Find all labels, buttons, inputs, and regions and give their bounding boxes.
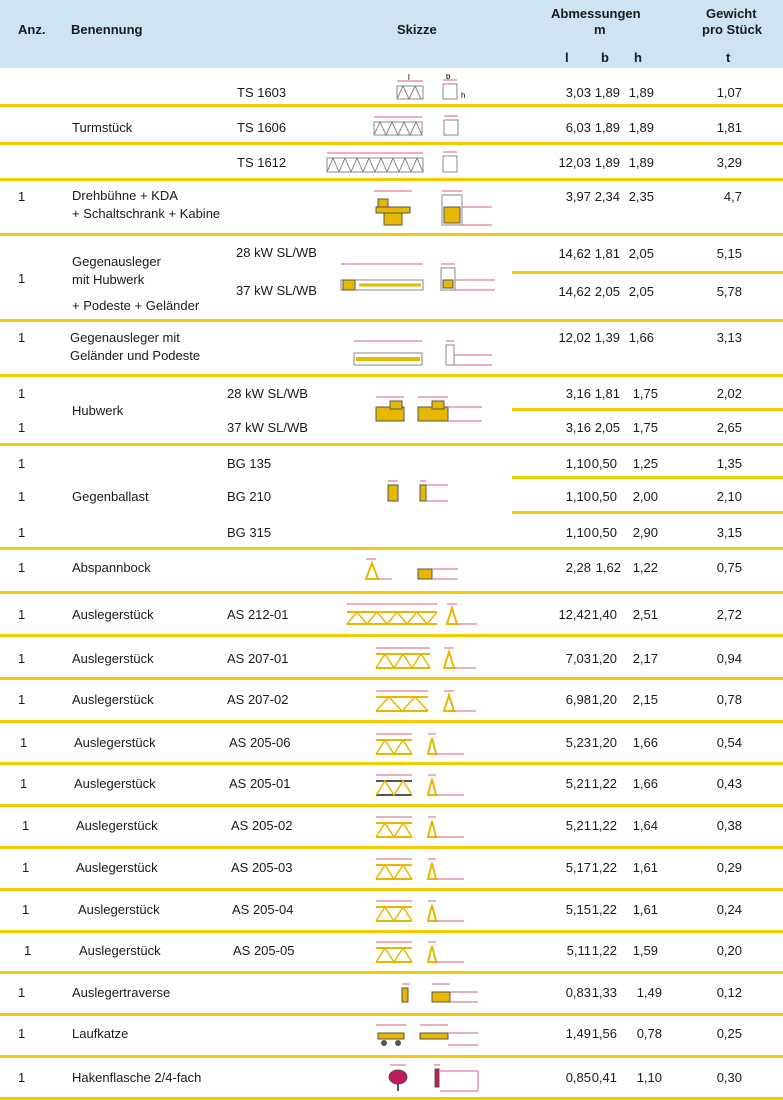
cell-l: 0,83 xyxy=(565,985,591,1000)
cell-h: 1,66 xyxy=(628,330,654,345)
row-divider xyxy=(0,142,783,145)
cell-l: 5,15 xyxy=(565,902,591,917)
cell-l: 1,10 xyxy=(565,489,591,504)
cell-b: 1,22 xyxy=(591,943,617,958)
counterweight-sketch xyxy=(384,473,464,505)
hook-block-sketch xyxy=(384,1059,494,1095)
row-anz-2: 1 xyxy=(18,489,26,504)
cell-b: 1,39 xyxy=(594,330,620,345)
sketch-label-l: l xyxy=(408,74,410,82)
row-name: Auslegerstück xyxy=(72,607,154,622)
cell-l: 5,17 xyxy=(565,860,591,875)
cell-t: 0,29 xyxy=(716,860,742,875)
cell-t: 1,07 xyxy=(716,85,742,100)
row-anz: 1 xyxy=(22,818,30,833)
cell-h: 2,51 xyxy=(632,607,658,622)
row-type: 28 kW SL/WB xyxy=(236,245,317,260)
cell-b: 0,50 xyxy=(591,456,617,471)
cell-t: 0,25 xyxy=(716,1026,742,1041)
row-name: Auslegerstück xyxy=(76,860,158,875)
cell-t: 3,15 xyxy=(716,525,742,540)
jib-section-sketch xyxy=(343,596,488,630)
row-divider xyxy=(0,104,783,107)
cell-h: 0,78 xyxy=(636,1026,662,1041)
row-divider xyxy=(0,930,783,933)
jib-section-sketch xyxy=(372,767,477,801)
row-anz: 1 xyxy=(18,1070,26,1085)
cell-t: 0,38 xyxy=(716,818,742,833)
row-type: AS 205-04 xyxy=(232,902,294,917)
tower-section-sketch xyxy=(395,74,475,102)
row-type: AS 207-02 xyxy=(227,692,289,707)
jib-section-sketch xyxy=(372,851,477,885)
row-divider xyxy=(0,677,783,680)
row-divider xyxy=(0,762,783,765)
sketch-label-b: b xyxy=(446,74,451,81)
cell-t: 1,81 xyxy=(716,120,742,135)
cell-b: 1,89 xyxy=(594,120,620,135)
row-type: 28 kW SL/WB xyxy=(227,386,308,401)
cell-t: 0,24 xyxy=(716,902,742,917)
cell-h: 1,75 xyxy=(632,386,658,401)
cell-b: 1,22 xyxy=(591,860,617,875)
row-anz: 1 xyxy=(18,651,26,666)
cell-l: 5,11 xyxy=(566,943,591,958)
cell-h: 1,59 xyxy=(632,943,658,958)
cell-b: 1,22 xyxy=(591,818,617,833)
row-divider xyxy=(0,319,783,322)
tower-section-sketch xyxy=(325,146,475,176)
cell-l: 3,16 xyxy=(565,386,591,401)
row-type: AS 205-03 xyxy=(231,860,293,875)
cell-h: 2,05 xyxy=(628,246,654,261)
cell-b: 1,20 xyxy=(591,735,617,750)
cell-b: 1,89 xyxy=(594,85,620,100)
cell-b: 1,62 xyxy=(595,560,621,575)
row-name-line3: + Podeste + Geländer xyxy=(72,298,200,313)
row-divider-partial xyxy=(512,408,783,411)
row-divider xyxy=(0,233,783,236)
row-name: Gegenballast xyxy=(72,489,149,504)
cell-t: 0,54 xyxy=(716,735,742,750)
cell-b: 1,22 xyxy=(591,902,617,917)
row-type: AS 205-06 xyxy=(229,735,291,750)
header-gewicht-unit: pro Stück xyxy=(702,22,762,37)
cell-l: 12,02 xyxy=(558,330,591,345)
row-divider xyxy=(0,634,783,637)
row-name: Auslegerstück xyxy=(78,902,160,917)
row-name: Abspannbock xyxy=(72,560,151,575)
cell-b: 2,34 xyxy=(594,189,620,204)
row-name: Gegenausleger xyxy=(72,254,161,269)
cell-b: 1,20 xyxy=(591,692,617,707)
cell-l: 3,16 xyxy=(565,420,591,435)
row-divider xyxy=(0,443,783,446)
header-anz: Anz. xyxy=(18,22,46,37)
cell-h: 1,66 xyxy=(632,776,658,791)
row-name: Hakenflasche 2/4-fach xyxy=(72,1070,202,1085)
cell-l: 0,85 xyxy=(565,1070,591,1085)
header-col-t: t xyxy=(726,50,731,65)
jib-section-sketch xyxy=(372,726,477,760)
row-divider xyxy=(0,1013,783,1016)
row-type: BG 135 xyxy=(227,456,272,471)
row-divider xyxy=(0,374,783,377)
cell-b: 0,50 xyxy=(591,525,617,540)
cell-l: 3,97 xyxy=(565,189,591,204)
jib-section-sketch xyxy=(372,640,482,674)
header-abmessungen: Abmessungen xyxy=(551,6,641,21)
row-type: AS 205-05 xyxy=(233,943,295,958)
slewing-platform-sketch xyxy=(370,185,500,230)
cell-t: 2,72 xyxy=(716,607,742,622)
cell-l: 7,03 xyxy=(565,651,591,666)
jib-cross-beam-sketch xyxy=(398,976,488,1010)
row-name: Auslegerstück xyxy=(76,818,158,833)
row-anz: 1 xyxy=(24,943,32,958)
cell-l: 6,98 xyxy=(565,692,591,707)
header-skizze: Skizze xyxy=(397,22,437,37)
header-benennung: Benennung xyxy=(71,22,143,37)
row-type: AS 205-02 xyxy=(231,818,293,833)
cell-t: 0,75 xyxy=(716,560,742,575)
cell-l: 1,10 xyxy=(565,456,591,471)
cell-l: 2,28 xyxy=(565,560,591,575)
trolley-sketch xyxy=(372,1017,487,1051)
cell-t: 0,12 xyxy=(716,985,742,1000)
cell-l: 12,42 xyxy=(558,607,591,622)
row-anz: 1 xyxy=(18,386,26,401)
cell-b: 1,81 xyxy=(594,386,620,401)
cell-h: 2,05 xyxy=(628,284,654,299)
row-name: Auslegerstück xyxy=(72,651,154,666)
row-name: Gegenausleger mit xyxy=(70,330,180,345)
row-name: Auslegerstück xyxy=(72,692,154,707)
cell-h: 1,64 xyxy=(632,818,658,833)
row-anz: 1 xyxy=(18,456,26,471)
cell-t: 4,7 xyxy=(723,189,742,204)
cell-h: 1,89 xyxy=(628,85,654,100)
cell-b: 2,05 xyxy=(594,420,620,435)
row-name: Auslegerstück xyxy=(74,735,156,750)
row-anz: 1 xyxy=(18,189,26,204)
cell-t: 2,65 xyxy=(716,420,742,435)
cell-t: 0,78 xyxy=(716,692,742,707)
row-anz: 1 xyxy=(18,985,26,1000)
header-col-h: h xyxy=(634,50,642,65)
cell-b: 1,56 xyxy=(591,1026,617,1041)
header-gewicht: Gewicht xyxy=(706,6,757,21)
cell-h: 1,75 xyxy=(632,420,658,435)
cell-b: 1,33 xyxy=(591,985,617,1000)
cell-h: 1,10 xyxy=(636,1070,662,1085)
row-name: Auslegertraverse xyxy=(72,985,171,1000)
row-type: TS 1612 xyxy=(237,155,287,170)
cell-b: 0,50 xyxy=(591,489,617,504)
sketch-label-h: h xyxy=(461,91,466,100)
cell-t: 5,78 xyxy=(716,284,742,299)
row-name: Auslegerstück xyxy=(79,943,161,958)
row-type: TS 1603 xyxy=(237,85,287,100)
header-col-l: l xyxy=(565,50,569,65)
cell-h: 1,22 xyxy=(632,560,658,575)
row-divider xyxy=(0,547,783,550)
cell-b: 1,40 xyxy=(591,607,617,622)
row-type-2: 37 kW SL/WB xyxy=(227,420,308,435)
row-type-2: 37 kW SL/WB xyxy=(236,283,317,298)
cell-b: 1,81 xyxy=(594,246,620,261)
cell-h: 1,61 xyxy=(632,860,658,875)
row-name: Laufkatze xyxy=(72,1026,129,1041)
row-anz: 1 xyxy=(18,692,26,707)
row-divider xyxy=(0,591,783,594)
cell-h: 2,00 xyxy=(632,489,658,504)
row-anz: 1 xyxy=(20,735,28,750)
row-divider-partial xyxy=(512,511,783,514)
row-anz: 1 xyxy=(18,1026,26,1041)
cell-l: 12,03 xyxy=(558,155,591,170)
row-divider xyxy=(0,888,783,891)
cell-t: 2,02 xyxy=(716,386,742,401)
jib-section-sketch xyxy=(372,809,477,843)
cell-b: 1,89 xyxy=(594,155,620,170)
cell-l: 1,10 xyxy=(565,525,591,540)
header-abmessungen-unit: m xyxy=(594,22,606,37)
cell-t: 0,30 xyxy=(716,1070,742,1085)
cell-h: 1,66 xyxy=(632,735,658,750)
jib-section-sketch xyxy=(372,893,477,927)
cell-t: 0,94 xyxy=(716,651,742,666)
row-name: Hubwerk xyxy=(72,403,124,418)
cell-h: 2,17 xyxy=(632,651,658,666)
cell-h: 2,90 xyxy=(632,525,658,540)
row-name-line2: + Schaltschrank + Kabine xyxy=(72,206,221,221)
cell-t: 0,20 xyxy=(716,943,742,958)
row-type-2: BG 210 xyxy=(227,489,272,504)
row-name: Turmstück xyxy=(72,120,133,135)
row-divider-partial xyxy=(512,271,783,274)
cell-t: 1,35 xyxy=(716,456,742,471)
row-type: TS 1606 xyxy=(237,120,287,135)
cell-t: 3,13 xyxy=(716,330,742,345)
row-anz-2: 1 xyxy=(18,420,26,435)
cell-l: 3,03 xyxy=(565,85,591,100)
jib-section-sketch xyxy=(372,683,482,717)
cell-l: 14,62 xyxy=(558,246,591,261)
row-name-line2: Geländer und Podeste xyxy=(70,348,201,363)
row-type: AS 207-01 xyxy=(227,651,289,666)
row-type-3: BG 315 xyxy=(227,525,272,540)
cell-l: 6,03 xyxy=(565,120,591,135)
row-divider-partial xyxy=(512,476,783,479)
cell-l: 5,23 xyxy=(565,735,591,750)
cell-t: 2,10 xyxy=(716,489,742,504)
row-anz: 1 xyxy=(18,271,26,286)
counter-jib-sketch xyxy=(350,333,500,373)
row-anz: 1 xyxy=(18,607,26,622)
jib-section-sketch xyxy=(372,934,477,968)
cell-t: 5,15 xyxy=(716,246,742,261)
cell-h: 1,49 xyxy=(636,985,662,1000)
cell-t: 0,43 xyxy=(716,776,742,791)
counter-jib-sketch xyxy=(337,256,507,296)
hoist-winch-sketch xyxy=(372,391,492,427)
cell-l: 14,62 xyxy=(558,284,591,299)
row-anz: 1 xyxy=(22,902,30,917)
row-anz-3: 1 xyxy=(18,525,26,540)
row-divider xyxy=(0,846,783,849)
cell-h: 2,15 xyxy=(632,692,658,707)
cell-l: 5,21 xyxy=(565,818,591,833)
cell-b: 1,22 xyxy=(591,776,617,791)
cell-b: 0,41 xyxy=(591,1070,617,1085)
cell-l: 5,21 xyxy=(565,776,591,791)
row-anz: 1 xyxy=(18,330,26,345)
cell-h: 1,61 xyxy=(632,902,658,917)
row-anz: 1 xyxy=(18,560,26,575)
cell-l: 1,49 xyxy=(565,1026,591,1041)
row-name: Drehbühne + KDA xyxy=(72,188,178,203)
row-divider xyxy=(0,971,783,974)
header-col-b: b xyxy=(601,50,609,65)
cell-h: 2,35 xyxy=(628,189,654,204)
a-frame-sketch xyxy=(362,551,472,585)
tower-section-sketch xyxy=(372,110,482,138)
cell-h: 1,25 xyxy=(632,456,658,471)
row-divider xyxy=(0,178,783,181)
cell-t: 3,29 xyxy=(716,155,742,170)
cell-h: 1,89 xyxy=(628,120,654,135)
row-divider xyxy=(0,804,783,807)
cell-b: 1,20 xyxy=(591,651,617,666)
row-anz: 1 xyxy=(22,860,30,875)
row-name: Auslegerstück xyxy=(74,776,156,791)
cell-b: 2,05 xyxy=(594,284,620,299)
cell-h: 1,89 xyxy=(628,155,654,170)
row-anz: 1 xyxy=(20,776,28,791)
row-divider xyxy=(0,1055,783,1058)
row-type: AS 212-01 xyxy=(227,607,289,622)
row-name-line2: mit Hubwerk xyxy=(72,272,145,287)
row-divider xyxy=(0,720,783,723)
row-type: AS 205-01 xyxy=(229,776,291,791)
